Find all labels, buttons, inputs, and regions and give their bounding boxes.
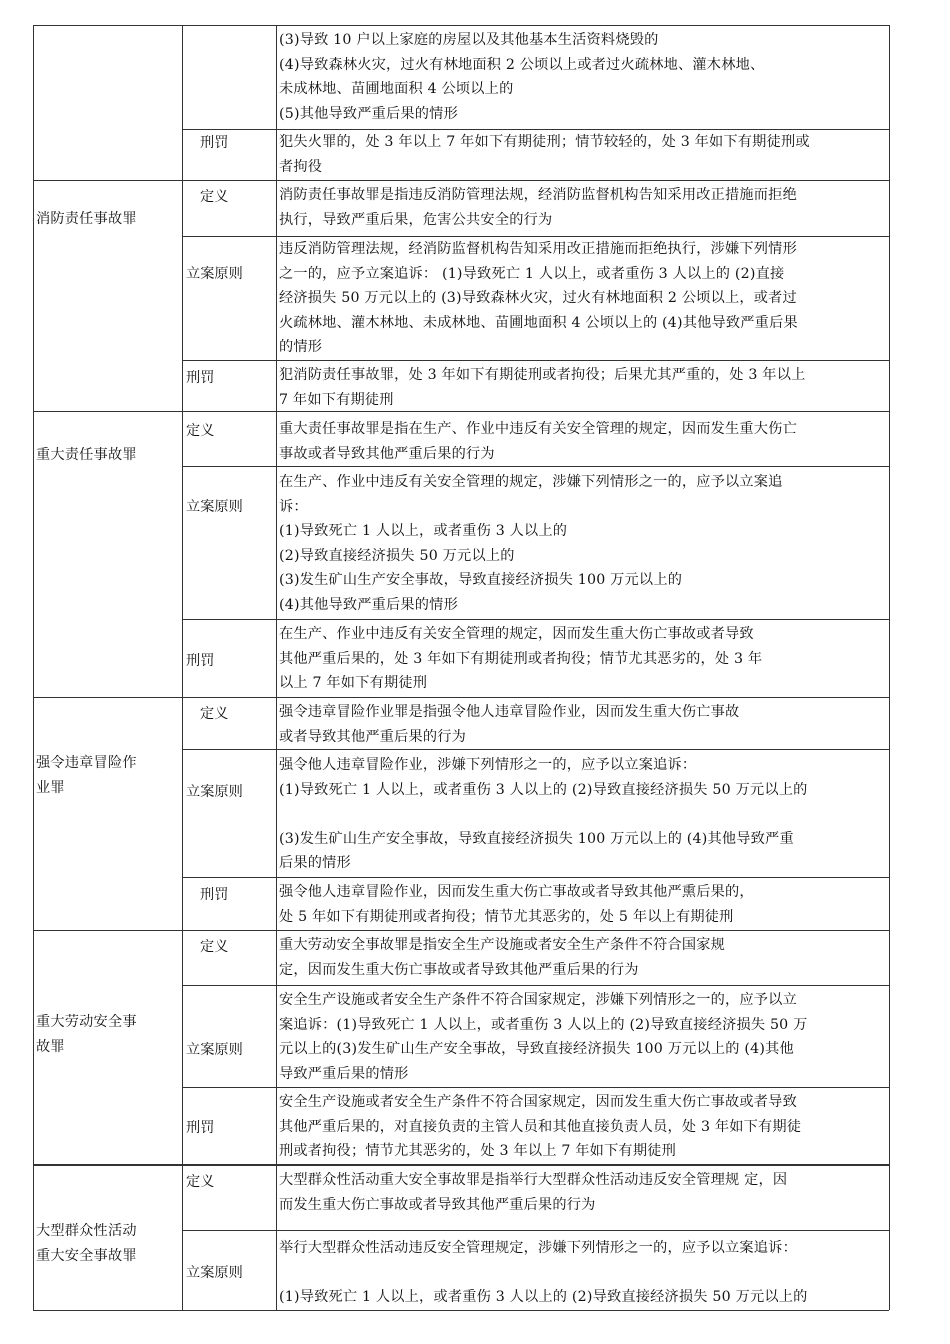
content-cell: 犯消防责任事故罪，处 3 年如下有期徒刑或者拘役；后果尤其严重的，处 3 年以上 7 年如下有期徒刑: [279, 367, 806, 408]
section-label: 定义: [186, 1174, 215, 1190]
section-label: 立案原则: [186, 1265, 243, 1281]
row-divider: [33, 180, 889, 181]
content-cell: 大型群众性活动重大安全事故罪是指举行大型群众性活动违反安全管理规 定，因 而发生重大伤亡事故或者导致其他严重后果的行为: [279, 1172, 788, 1213]
section-label: 定义: [200, 939, 229, 955]
content-cell: 犯失火罪的，处 3 年以上 7 年如下有期徒刑；情节较轻的，处 3 年如下有期徒刑或 者拘役: [279, 134, 810, 175]
row-divider: [182, 1230, 889, 1231]
col-border: [33, 25, 34, 1310]
col-border: [276, 25, 277, 1310]
content-cell: 安全生产设施或者安全生产条件不符合国家规定，因而发生重大伤亡事故或者导致 其他严重后果的，对直接负责的主管人员和其他直接负责人员，处 3 年如下有期徒 刑或者拘役；情节尤其恶劣的，处 3 年以上 7 年如下有期徒刑: [279, 1094, 802, 1160]
content-cell: 违反消防管理法规，经消防监督机构告知采用改正措施而拒绝执行，涉嫌下列情形 之一的，应予立案追诉： (1)导致死亡 1 人以上，或者重伤 3 人以上的 (2)直接 经济损失 50 万元以上的 (3)导致森林火灾，过火有林地面积 2 公顷以上，或者过 火疏林地、灌木林地、未成林地、苗圃地面积 4 公顷以上的 (4)其他导致严重后果 的情形: [279, 241, 798, 356]
row-divider: [182, 877, 889, 878]
row-divider: [33, 1164, 889, 1166]
row-divider: [182, 985, 889, 986]
crime-name: 重大责任事故罪: [36, 447, 137, 463]
crime-name: 消防责任事故罪: [36, 211, 137, 227]
row-divider: [182, 619, 889, 620]
section-label: 立案原则: [186, 266, 243, 282]
col-border: [182, 25, 183, 1310]
section-label: 立案原则: [186, 1042, 243, 1058]
content-cell: 安全生产设施或者安全生产条件不符合国家规定，涉嫌下列情形之一的，应予以立 案追诉：(1)导致死亡 1 人以上，或者重伤 3 人以上的 (2)导致直接经济损失 50 万 元以上的(3)发生矿山生产安全事故，导致直接经济损失 100 万元以上的 (4)其他 导致严重后果的情形: [279, 992, 808, 1082]
content-cell: 重大责任事故罪是指在生产、作业中违反有关安全管理的规定，因而发生重大伤亡 事故或者导致其他严重后果的行为: [279, 421, 797, 462]
row-divider: [33, 930, 889, 931]
row-divider: [33, 697, 889, 698]
crime-name: 强令违章冒险作 业罪: [36, 755, 137, 796]
section-label: 立案原则: [186, 499, 243, 515]
section-label: 定义: [200, 189, 229, 205]
row-divider: [182, 1087, 889, 1088]
section-label: 定义: [186, 423, 215, 439]
table-top-border: [33, 25, 889, 26]
content-cell: 消防责任事故罪是指违反消防管理法规，经消防监督机构告知采用改正措施而拒绝 执行，导致严重后果，危害公共安全的行为: [279, 187, 797, 228]
content-cell: (3)导致 10 户以上家庭的房屋以及其他基本生活资料烧毁的 (4)导致森林火灾，过火有林地面积 2 公顷以上或者过火疏林地、灌木林地、 未成林地、苗圃地面积 4 公顷以上的 (5)其他导致严重后果的情形: [279, 32, 765, 122]
crime-name: 大型群众性活动 重大安全事故罪: [36, 1223, 137, 1264]
content-cell: 举行大型群众性活动违反安全管理规定，涉嫌下列情形之一的，应予以立案追诉： (1)导致死亡 1 人以上，或者重伤 3 人以上的 (2)导致直接经济损失 50 万元以上的: [279, 1240, 808, 1306]
content-cell: 强令他人违章冒险作业，涉嫌下列情形之一的，应予以立案追诉： (1)导致死亡 1 人以上，或者重伤 3 人以上的 (2)导致直接经济损失 50 万元以上的 (3)发生矿山生产安全事故，导致直接经济损失 100 万元以上的 (4)其他导致严重 后果的情形: [279, 757, 808, 872]
table-bottom-border: [33, 1310, 889, 1311]
content-cell: 在生产、作业中违反有关安全管理的规定，涉嫌下列情形之一的，应予以立案追 诉： (1)导致死亡 1 人以上，或者重伤 3 人以上的 (2)导致直接经济损失 50 万元以上的 (3)发生矿山生产安全事故，导致直接经济损失 100 万元以上的 (4)其他导致严重后果的情形: [279, 474, 783, 613]
section-label: 立案原则: [186, 784, 243, 800]
section-label: 刑罚: [186, 653, 215, 669]
row-divider: [182, 360, 889, 361]
section-label: 刑罚: [186, 1120, 215, 1136]
section-label: 刑罚: [200, 135, 229, 151]
crime-name: 重大劳动安全事 故罪: [36, 1014, 137, 1055]
content-cell: 重大劳动安全事故罪是指安全生产设施或者安全生产条件不符合国家规 定，因而发生重大伤亡事故或者导致其他严重后果的行为: [279, 937, 726, 978]
section-label: 刑罚: [186, 370, 215, 386]
content-cell: 在生产、作业中违反有关安全管理的规定，因而发生重大伤亡事故或者导致 其他严重后果的，处 3 年如下有期徒刑或者拘役；情节尤其恶劣的，处 3 年 以上 7 年如下有期徒刑: [279, 626, 763, 692]
content-cell: 强令违章冒险作业罪是指强令他人违章冒险作业，因而发生重大伤亡事故 或者导致其他严重后果的行为: [279, 704, 740, 745]
section-label: 定义: [200, 706, 229, 722]
section-label: 刑罚: [200, 887, 229, 903]
content-cell: 强令他人违章冒险作业，因而发生重大伤亡事故或者导致其他严熏后果的， 处 5 年如下有期徒刑或者拘役；情节尤其恶劣的，处 5 年以上有期徒刑: [279, 884, 754, 925]
